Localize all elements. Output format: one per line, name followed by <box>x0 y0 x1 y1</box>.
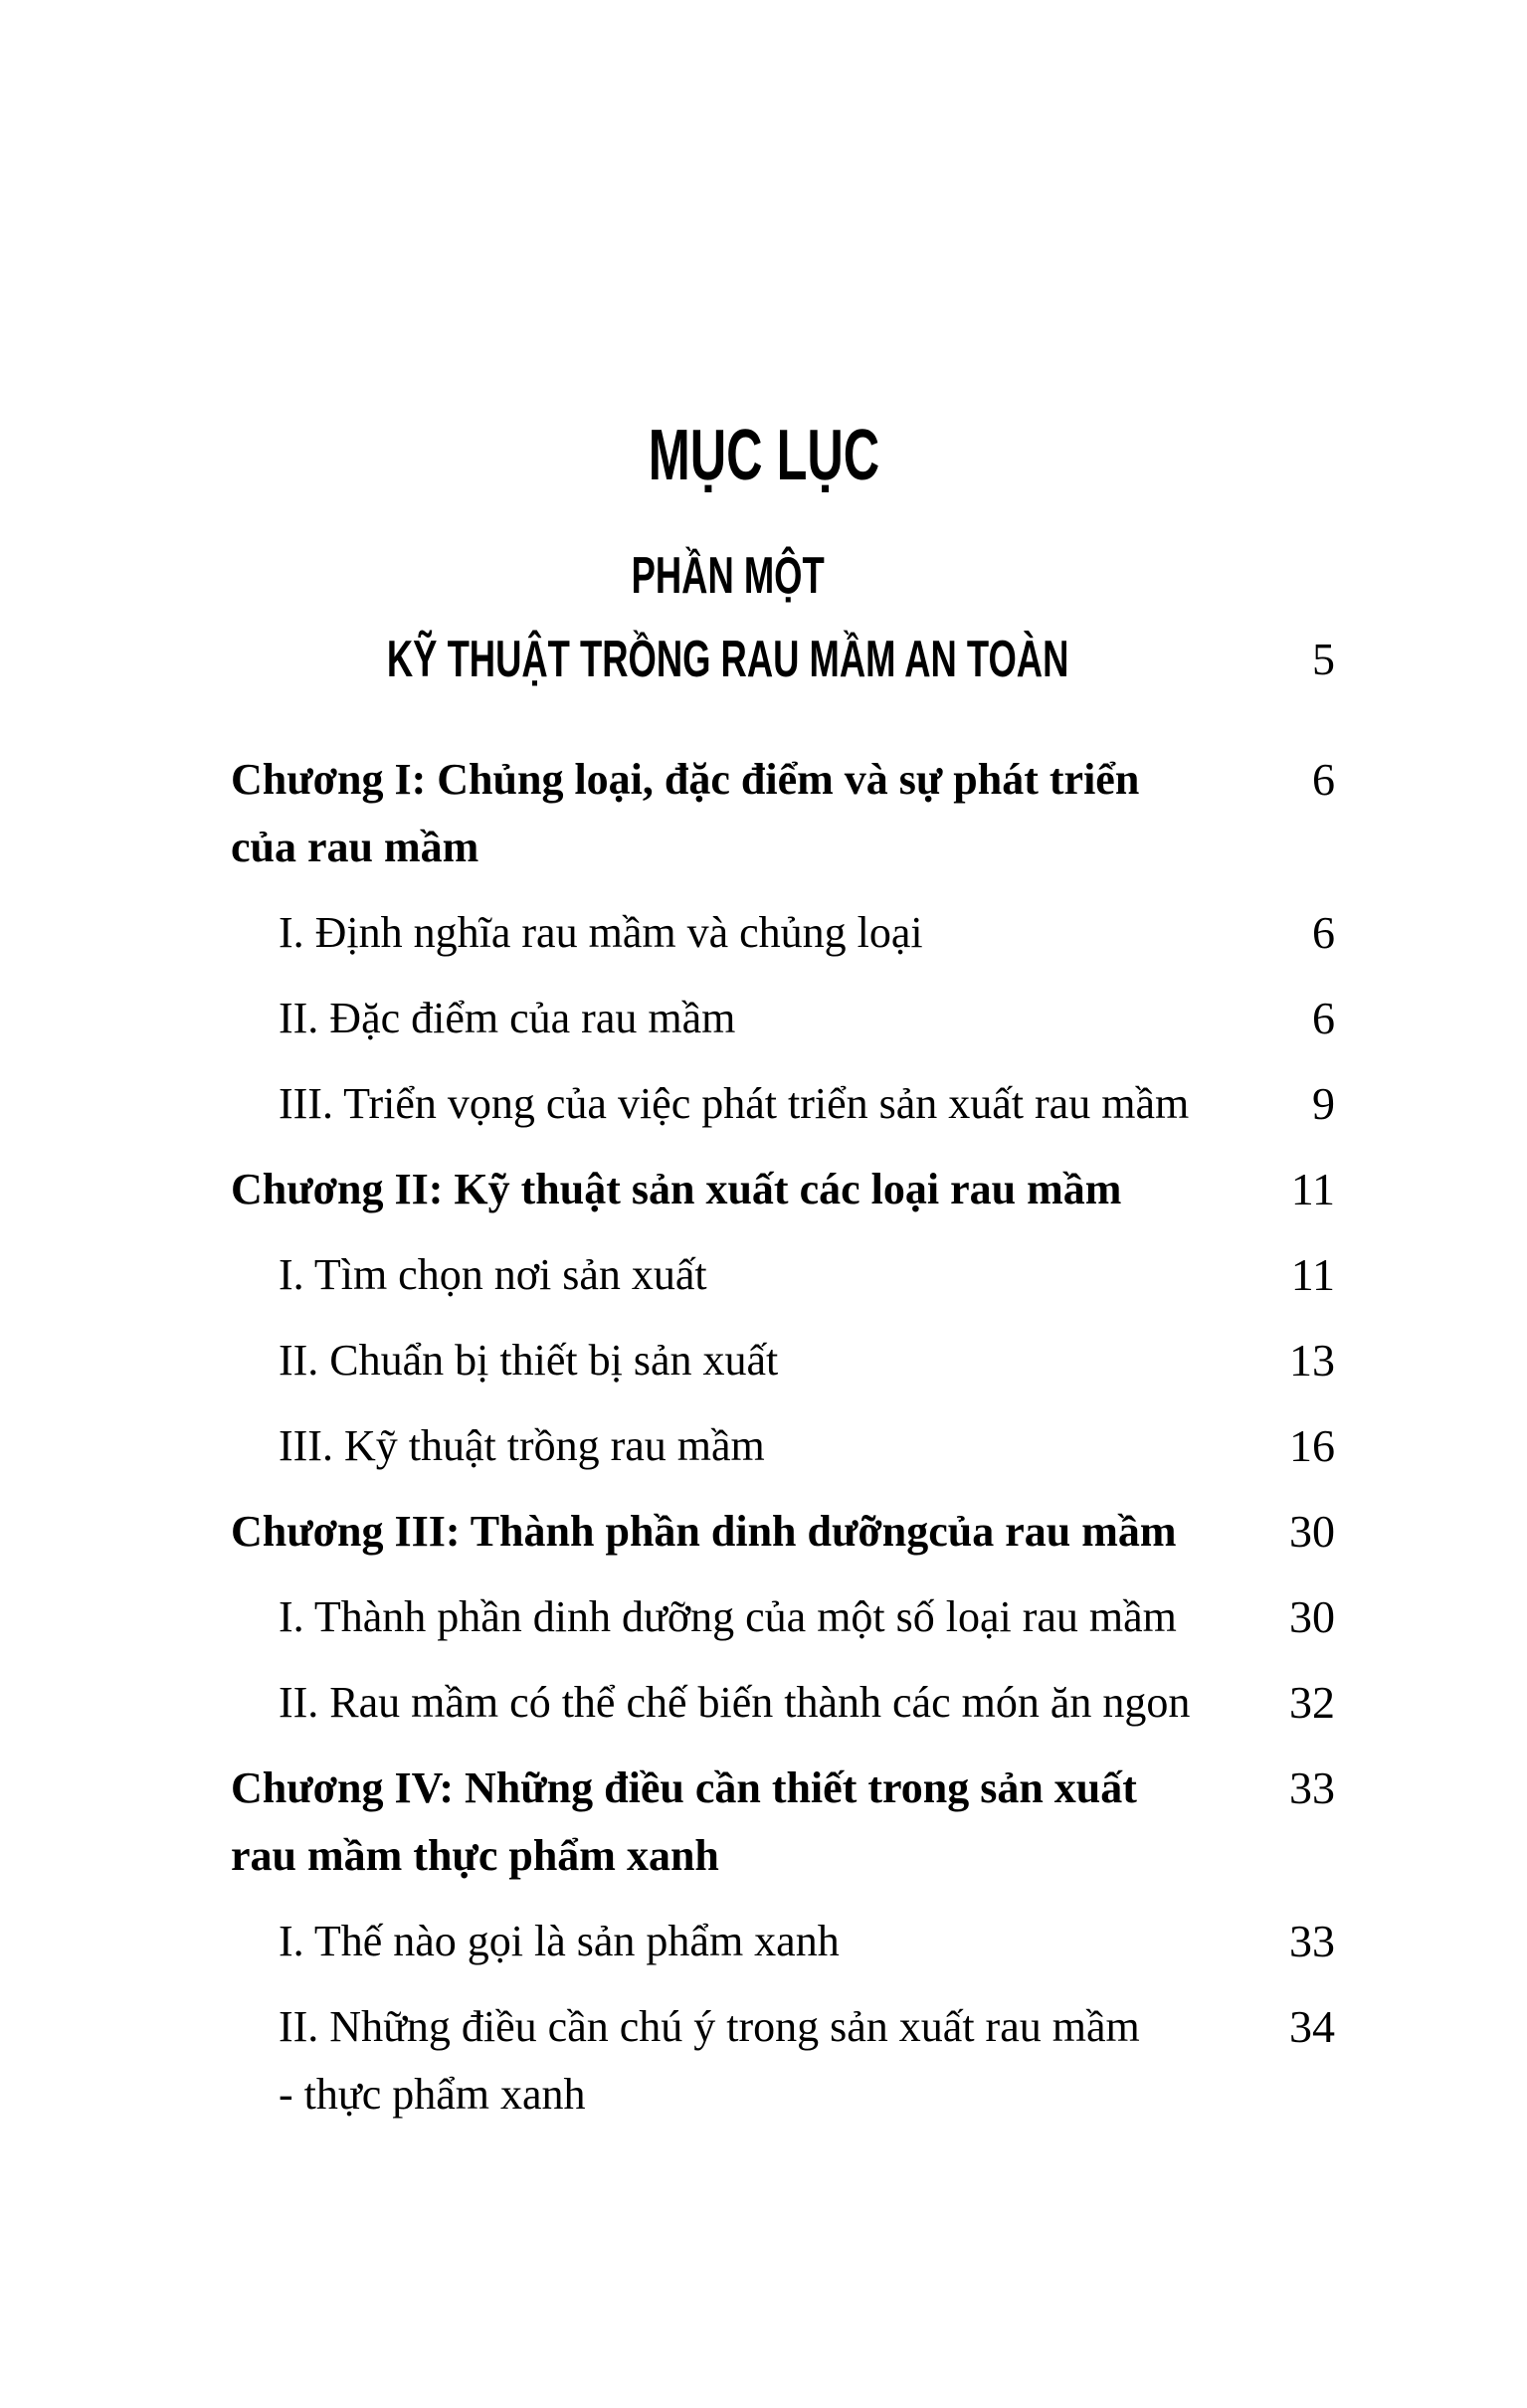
entry-page-number: 9 <box>1312 1078 1335 1129</box>
entry-page-number: 30 <box>1289 1506 1335 1557</box>
entry-line: II. Chuẩn bị thiết bị sản xuất <box>279 1336 779 1385</box>
entry-line: III. Triển vọng của việc phát triển sản xuất rau mầm <box>279 1079 1190 1128</box>
entry-page-number: 11 <box>1290 1164 1335 1214</box>
entry-text <box>231 1755 1226 1890</box>
entry-page-number: 33 <box>1289 1762 1335 1813</box>
entry-text <box>231 899 1226 967</box>
entry-line: III. Kỹ thuật trồng rau mầm <box>279 1421 765 1470</box>
entry-line: II. Đặc điểm của rau mầm <box>279 994 736 1042</box>
entry-page-number: 13 <box>1289 1335 1335 1386</box>
toc-entry <box>231 1908 1335 1975</box>
entry-page-number: 33 <box>1289 1916 1335 1966</box>
entry-line: II. Những điều cần chú ý trong sản xuất rau mầm <box>279 2002 1140 2051</box>
entry-page-number: 16 <box>1289 1420 1335 1471</box>
toc-entries <box>231 746 1335 2129</box>
entry-line: Chương I: Chủng loại, đặc điểm và sự phát triển <box>231 755 1140 804</box>
entry-line: I. Thành phần dinh dưỡng của một số loại rau mầm <box>279 1592 1177 1641</box>
entry-text <box>231 1993 1226 2129</box>
entry-text <box>231 985 1226 1052</box>
entry-line: I. Định nghĩa rau mầm và chủng loại <box>279 908 923 957</box>
part-page-number: 5 <box>1312 634 1335 684</box>
entry-text <box>231 1327 1226 1394</box>
entry-text <box>231 1669 1226 1737</box>
entry-line: của rau mầm <box>231 823 479 871</box>
entry-line: I. Thế nào gọi là sản phẩm xanh <box>279 1917 840 1965</box>
toc-entry <box>231 1669 1335 1737</box>
toc-entry <box>231 1241 1335 1309</box>
entry-page-number: 11 <box>1290 1249 1335 1300</box>
entry-page-number: 34 <box>1289 2001 1335 2052</box>
entry-text <box>231 1583 1226 1651</box>
toc-entry <box>231 899 1335 967</box>
toc-entry <box>231 1070 1335 1138</box>
part-title-row <box>231 629 1335 690</box>
entry-line: Chương IV: Những điều cần thiết trong sản xuất <box>231 1763 1137 1812</box>
page-title-text: MỤC LỤC <box>648 416 879 495</box>
entry-line: - thực phẩm xanh <box>279 2070 586 2119</box>
part-title: KỸ THUẬT TRỒNG RAU MẦM AN TOÀN <box>387 631 1069 688</box>
toc-content <box>231 545 1335 2129</box>
entry-page-number: 6 <box>1312 907 1335 958</box>
entry-page-number: 6 <box>1312 993 1335 1043</box>
entry-text <box>231 1498 1226 1566</box>
part-label-row <box>231 545 1335 607</box>
entry-line: I. Tìm chọn nơi sản xuất <box>279 1250 707 1299</box>
part-label-cell <box>231 545 1226 607</box>
toc-entry <box>231 1327 1335 1394</box>
entry-line: II. Rau mầm có thể chế biến thành các món ăn ngon <box>279 1678 1191 1727</box>
toc-entry <box>231 746 1335 881</box>
entry-page-number: 32 <box>1289 1677 1335 1728</box>
toc-entry <box>231 1156 1335 1223</box>
toc-entry <box>231 1412 1335 1480</box>
entry-text <box>231 1241 1226 1309</box>
toc-entry <box>231 985 1335 1052</box>
entry-text <box>231 1412 1226 1480</box>
part-label: PHẦN MỘT <box>631 547 826 605</box>
entry-text <box>231 1070 1226 1138</box>
toc-entry <box>231 1755 1335 1890</box>
part-title-cell <box>231 629 1226 690</box>
entry-line: Chương III: Thành phần dinh dưỡngcủa rau mầm <box>231 1507 1177 1556</box>
entry-text <box>231 1908 1226 1975</box>
toc-entry <box>231 1583 1335 1651</box>
toc-entry <box>231 1498 1335 1566</box>
entry-line: Chương II: Kỹ thuật sản xuất các loại rau mầm <box>231 1165 1122 1213</box>
entry-text <box>231 746 1226 881</box>
entry-page-number: 6 <box>1312 754 1335 805</box>
entry-text <box>231 1156 1226 1223</box>
entry-page-number: 30 <box>1289 1591 1335 1642</box>
toc-entry <box>231 1993 1335 2129</box>
entry-line: rau mầm thực phẩm xanh <box>231 1831 719 1880</box>
page-title <box>0 0 1527 495</box>
